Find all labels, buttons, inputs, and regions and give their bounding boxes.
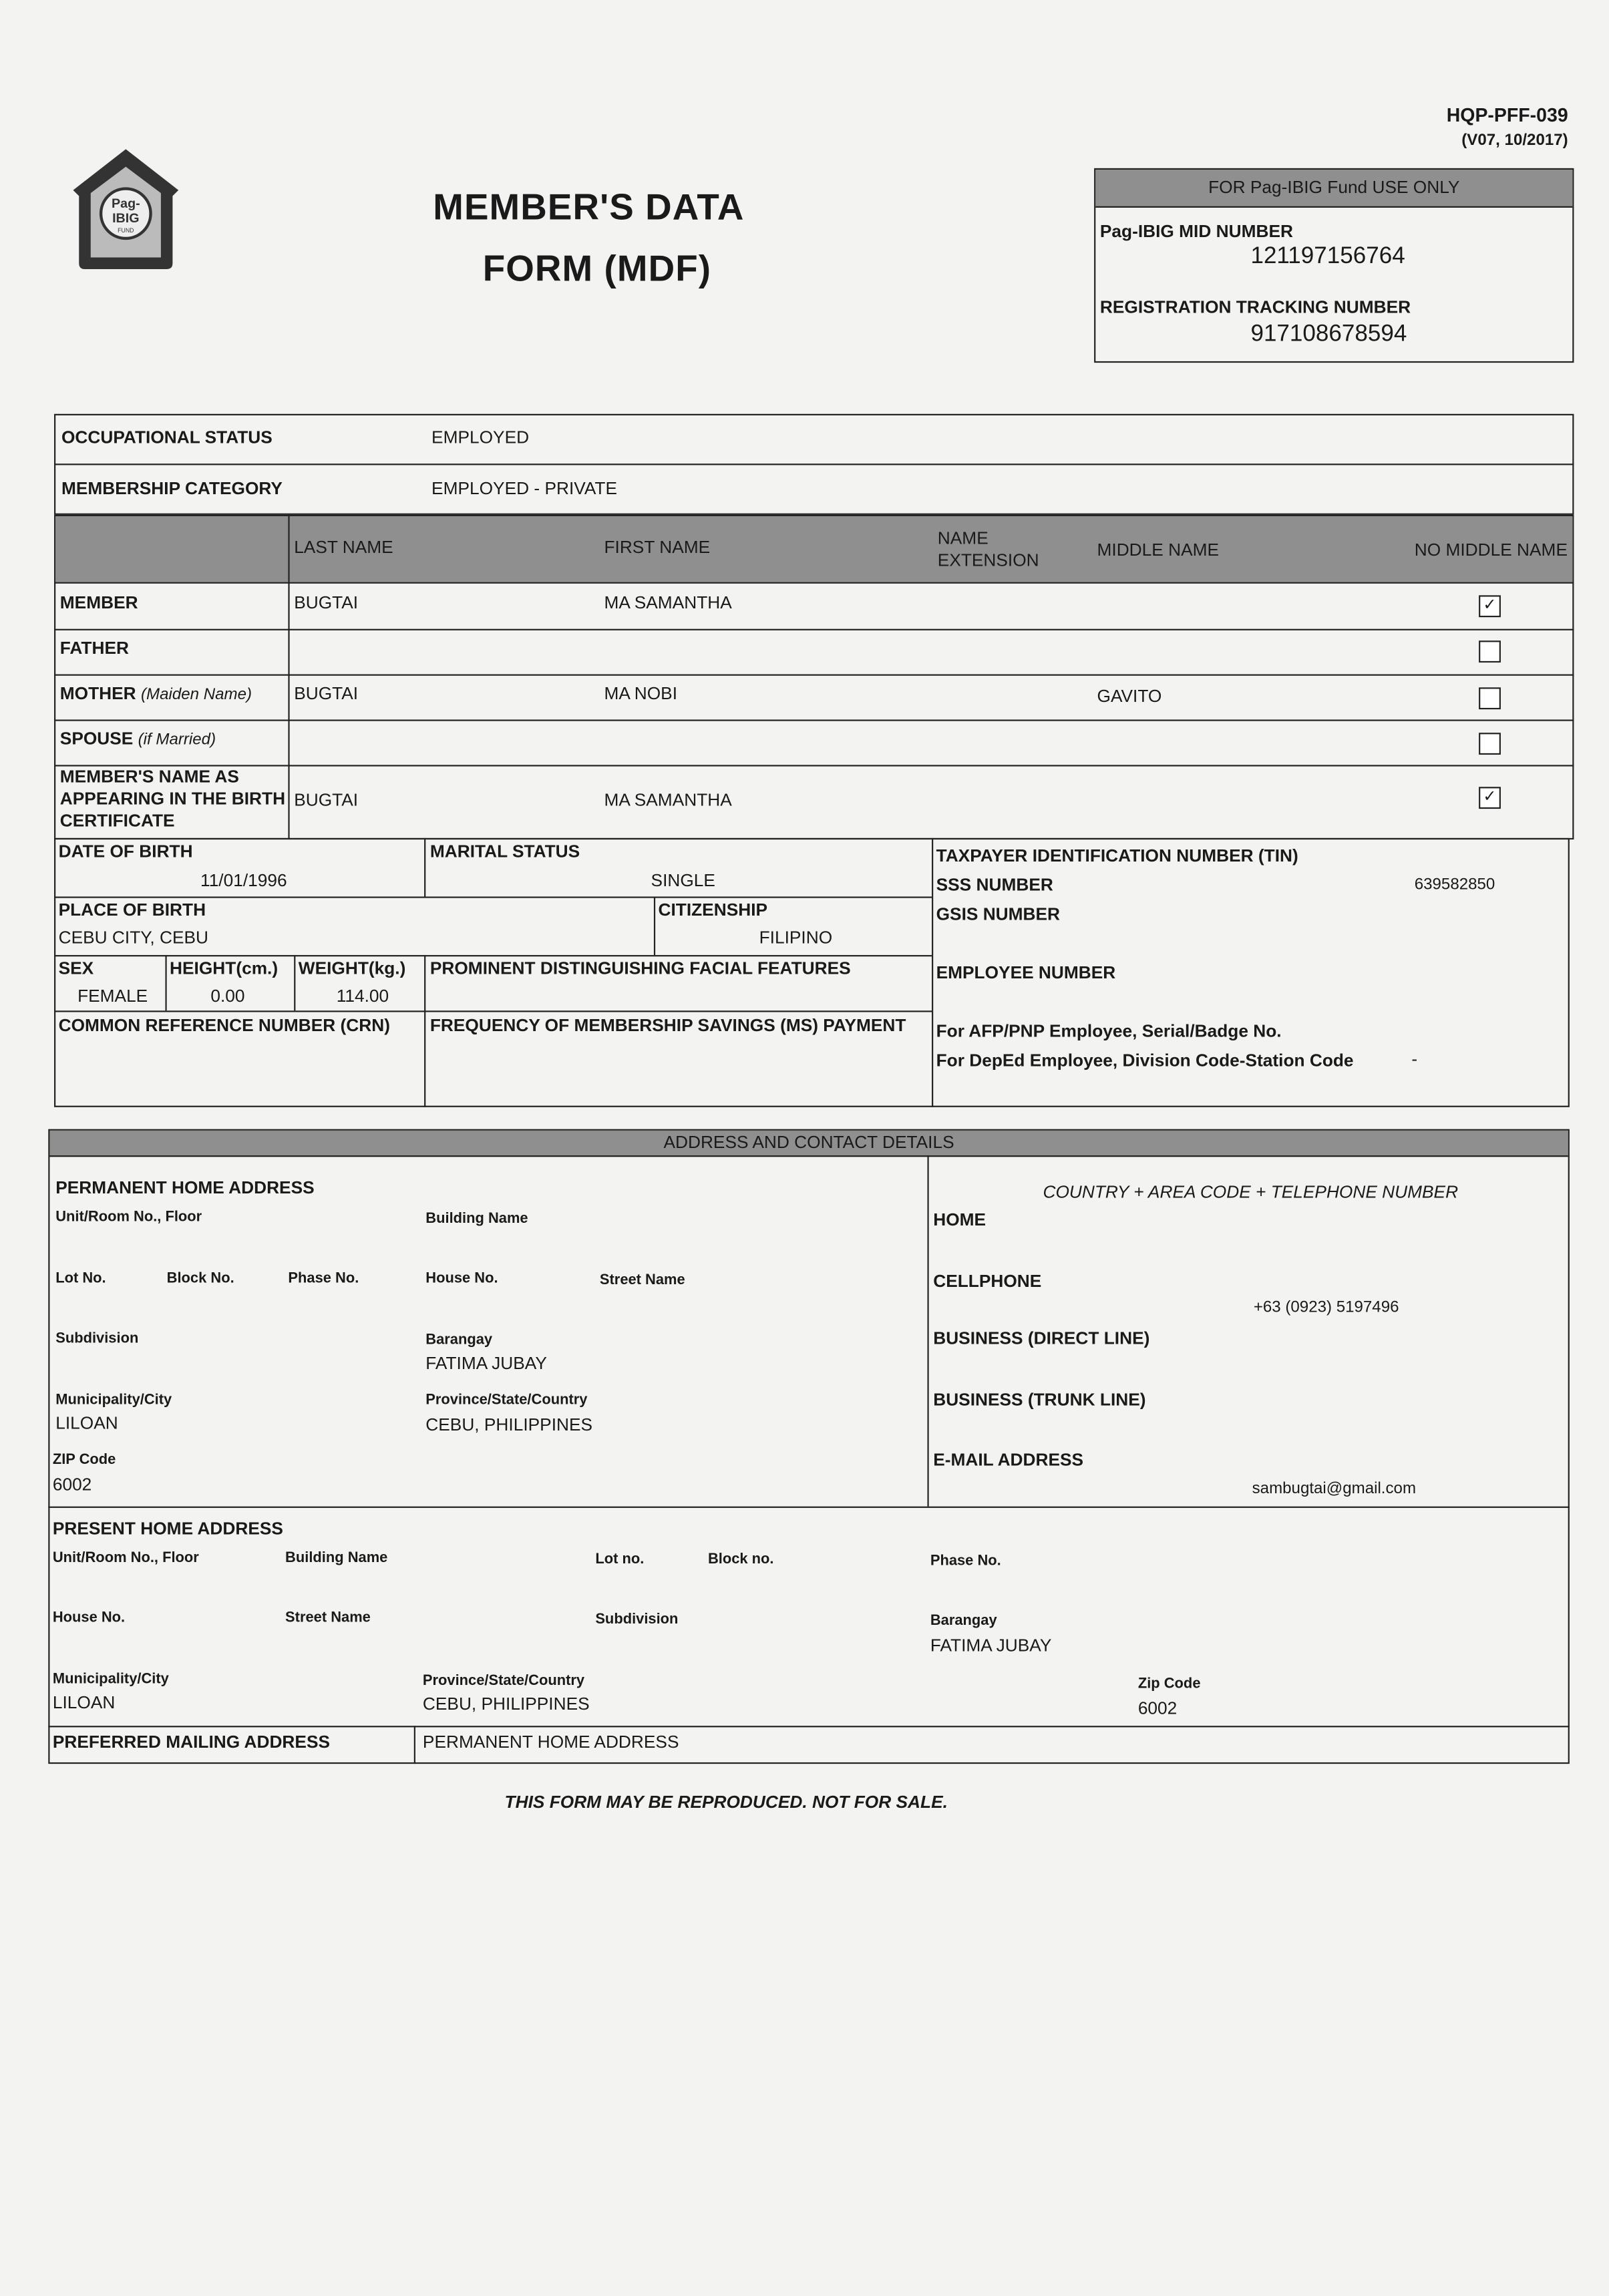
occupational-status-label: OCCUPATIONAL STATUS	[61, 427, 273, 448]
mid-number-label: Pag-IBIG MID NUMBER	[1099, 220, 1293, 242]
mother-last-name: BUGTAI	[294, 683, 359, 704]
sss-value: 639582850	[1414, 876, 1495, 894]
home-phone-label: HOME	[933, 1209, 987, 1230]
business-trunk-label: BUSINESS (TRUNK LINE)	[933, 1389, 1146, 1410]
row-label: MEMBER	[59, 592, 138, 613]
no-middle-name-checkbox-mother[interactable]	[1479, 687, 1501, 709]
marital-status-label: MARITAL STATUS	[429, 841, 580, 862]
bc-first-name: MA SAMANTHA	[604, 789, 732, 811]
pagibig-logo	[67, 146, 184, 270]
col-middle-name: MIDDLE NAME	[1097, 540, 1220, 560]
rtn-label: REGISTRATION TRACKING NUMBER	[1099, 297, 1411, 318]
citizenship-label: CITIZENSHIP	[658, 899, 768, 920]
facial-features-label: PROMINENT DISTINGUISHING FACIAL FEATURES	[429, 958, 851, 979]
zip-value: 6002	[52, 1474, 92, 1495]
municipality-label: Municipality/City	[55, 1392, 172, 1408]
p-barangay-value: FATIMA JUBAY	[930, 1635, 1052, 1656]
p-municipality-label: Municipality/City	[52, 1672, 169, 1688]
tin-label: TAXPAYER IDENTIFICATION NUMBER (TIN)	[936, 845, 1298, 866]
subdivision-label: Subdivision	[55, 1330, 139, 1347]
membership-category-label: MEMBERSHIP CATEGORY	[61, 478, 283, 499]
zip-label: ZIP Code	[52, 1452, 116, 1469]
employee-number-label: EMPLOYEE NUMBER	[936, 962, 1116, 983]
pob-value: CEBU CITY, CEBU	[58, 927, 209, 948]
mother-middle-name: GAVITO	[1097, 686, 1162, 707]
form-version: (V07, 10/2017)	[1461, 132, 1568, 150]
citizenship-value: FILIPINO	[759, 927, 833, 948]
col-first-name: FIRST NAME	[604, 536, 711, 558]
cellphone-value: +63 (0923) 5197496	[1253, 1298, 1399, 1316]
col-name-extension-2: EXTENSION	[937, 550, 1039, 571]
ms-frequency-label: FREQUENCY OF MEMBERSHIP SAVINGS (MS) PAYMENT	[429, 1014, 906, 1036]
row-label: MOTHER	[59, 683, 136, 704]
weight-value: 114.00	[336, 986, 389, 1006]
p-zip-label: Zip Code	[1137, 1676, 1201, 1692]
member-last-name: BUGTAI	[294, 592, 359, 613]
mother-first-name: MA NOBI	[604, 683, 678, 704]
weight-label: WEIGHT(kg.)	[298, 958, 406, 979]
p-unit-label: Unit/Room No., Floor	[52, 1550, 199, 1567]
pob-label: PLACE OF BIRTH	[58, 899, 206, 920]
mid-number-value: 121197156764	[1250, 244, 1405, 269]
permanent-address-title: PERMANENT HOME ADDRESS	[55, 1177, 315, 1198]
height-value: 0.00	[210, 986, 245, 1006]
gsis-label: GSIS NUMBER	[936, 904, 1061, 925]
no-middle-name-checkbox-member[interactable]: ✓	[1479, 595, 1501, 617]
sex-value: FEMALE	[77, 986, 148, 1006]
email-label: E-MAIL ADDRESS	[933, 1449, 1084, 1470]
dob-label: DATE OF BIRTH	[58, 841, 193, 862]
height-label: HEIGHT(cm.)	[170, 958, 279, 979]
deped-label: For DepEd Employee, Division Code-Station Code	[936, 1050, 1354, 1071]
no-middle-name-checkbox-spouse[interactable]	[1479, 733, 1501, 755]
email-value: sambugtai@gmail.com	[1252, 1480, 1417, 1498]
form-title-line1: MEMBER'S DATA	[433, 187, 745, 228]
mailing-address-label: PREFERRED MAILING ADDRESS	[52, 1731, 331, 1752]
block-label: Block No.	[166, 1271, 234, 1288]
dob-value: 11/01/1996	[200, 870, 287, 891]
street-label: Street Name	[599, 1272, 685, 1289]
p-barangay-label: Barangay	[930, 1613, 997, 1630]
address-section-title: ADDRESS AND CONTACT DETAILS	[663, 1132, 954, 1153]
col-name-extension-1: NAME	[937, 528, 989, 549]
no-middle-name-checkbox-father[interactable]	[1479, 640, 1501, 662]
occupational-status-value: EMPLOYED	[431, 427, 530, 448]
business-direct-label: BUSINESS (DIRECT LINE)	[933, 1328, 1150, 1349]
deped-value: -	[1411, 1048, 1418, 1069]
lot-label: Lot No.	[55, 1271, 106, 1288]
crn-label: COMMON REFERENCE NUMBER (CRN)	[58, 1014, 391, 1036]
sss-label: SSS NUMBER	[936, 874, 1053, 896]
membership-category-value: EMPLOYED - PRIVATE	[431, 478, 618, 499]
svg-text:Pag-: Pag-	[111, 196, 140, 211]
present-address-title: PRESENT HOME ADDRESS	[52, 1518, 283, 1539]
building-label: Building Name	[425, 1211, 528, 1227]
p-lot-label: Lot no.	[595, 1551, 645, 1568]
phase-label: Phase No.	[288, 1271, 359, 1288]
p-municipality-value: LILOAN	[52, 1692, 116, 1713]
row-label: FATHER	[59, 637, 129, 658]
footer-note: THIS FORM MAY BE REPRODUCED. NOT FOR SALE.	[504, 1791, 948, 1812]
no-middle-name-checkbox-bc[interactable]: ✓	[1479, 787, 1501, 809]
sex-label: SEX	[58, 958, 94, 979]
mailing-address-value: PERMANENT HOME ADDRESS	[422, 1731, 679, 1752]
svg-text:IBIG: IBIG	[112, 210, 140, 226]
contact-header: COUNTRY + AREA CODE + TELEPHONE NUMBER	[1043, 1181, 1459, 1203]
p-province-value: CEBU, PHILIPPINES	[422, 1694, 590, 1714]
svg-text:FUND: FUND	[118, 227, 134, 234]
p-street-label: Street Name	[285, 1610, 371, 1627]
cellphone-label: CELLPHONE	[933, 1271, 1042, 1292]
barangay-label: Barangay	[425, 1332, 493, 1349]
rtn-value: 917108678594	[1250, 321, 1407, 347]
row-label: SPOUSE	[59, 728, 134, 749]
province-value: CEBU, PHILIPPINES	[425, 1414, 593, 1435]
fund-box-title: FOR Pag-IBIG Fund USE ONLY	[1208, 176, 1460, 198]
barangay-value: FATIMA JUBAY	[425, 1352, 547, 1374]
house-label: House No.	[425, 1271, 498, 1288]
p-phase-label: Phase No.	[930, 1553, 1001, 1569]
address-section	[48, 1129, 1570, 1764]
p-house-label: House No.	[52, 1610, 126, 1627]
bc-last-name: BUGTAI	[294, 789, 359, 811]
unit-label: Unit/Room No., Floor	[55, 1209, 202, 1226]
col-last-name: LAST NAME	[294, 536, 393, 558]
form-code: HQP-PFF-039	[1446, 104, 1568, 126]
p-province-label: Province/State/Country	[422, 1673, 585, 1690]
municipality-value: LILOAN	[55, 1412, 118, 1434]
p-block-label: Block no.	[707, 1551, 774, 1568]
province-label: Province/State/Country	[425, 1392, 588, 1408]
form-title-line2: FORM (MDF)	[482, 248, 712, 290]
member-first-name: MA SAMANTHA	[604, 592, 732, 613]
marital-status-value: SINGLE	[651, 870, 715, 891]
row-label-note: (if Married)	[138, 731, 216, 749]
p-building-label: Building Name	[285, 1550, 388, 1567]
p-zip-value: 6002	[1137, 1698, 1178, 1719]
afp-pnp-label: For AFP/PNP Employee, Serial/Badge No.	[936, 1020, 1282, 1042]
row-label: MEMBER'S NAME AS APPEARING IN THE BIRTH CERTIFICATE	[59, 766, 286, 831]
col-no-middle-name: NO MIDDLE NAME	[1414, 540, 1568, 560]
row-label-note: (Maiden Name)	[140, 686, 252, 704]
p-subdivision-label: Subdivision	[595, 1611, 679, 1628]
